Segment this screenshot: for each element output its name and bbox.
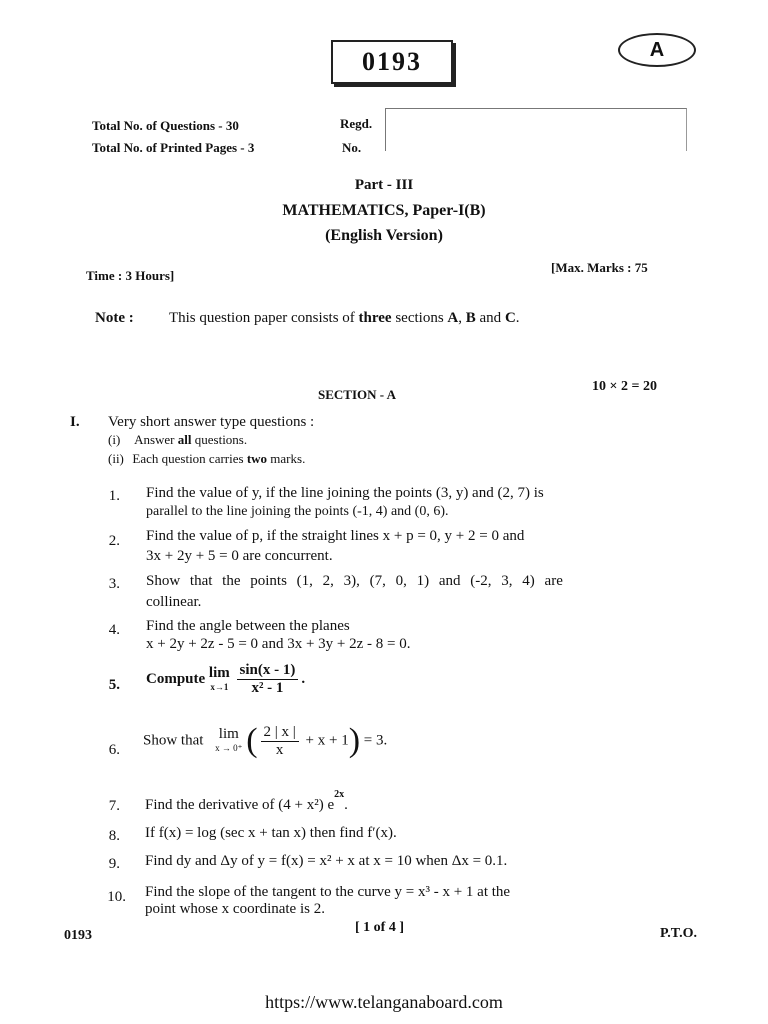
left-parenthesis: ( bbox=[246, 722, 258, 759]
instruction-roman: I. bbox=[70, 414, 80, 430]
regd-label: Regd. bbox=[340, 116, 373, 131]
question-6 bbox=[143, 722, 387, 760]
fraction-denominator: x² - 1 bbox=[251, 680, 284, 696]
question-number: 9. bbox=[108, 856, 120, 872]
question-number: 6. bbox=[108, 742, 120, 758]
question-5-text: Compute bbox=[146, 671, 206, 687]
question-7 bbox=[145, 789, 348, 814]
instruction-i-num: (i) bbox=[108, 432, 121, 447]
version-title: (English Version) bbox=[325, 227, 443, 244]
fraction bbox=[237, 662, 299, 697]
question-8: If f(x) = log (sec x + tan x) then find f′(x). bbox=[145, 825, 397, 841]
regd-number-box bbox=[385, 108, 687, 151]
limit-subscript: x→1 bbox=[210, 681, 229, 692]
instruction-ii bbox=[108, 451, 305, 467]
note-section-c: C bbox=[504, 310, 516, 326]
exponent: 2x bbox=[334, 789, 345, 800]
note-period: . bbox=[515, 310, 520, 326]
instruction-i-bold: all bbox=[177, 432, 192, 447]
instruction-ii-num: (ii) bbox=[108, 451, 124, 466]
fraction-numerator: 2 | x | bbox=[261, 724, 299, 742]
time-label: Time : 3 Hours] bbox=[86, 268, 175, 283]
total-pages: Total No. of Printed Pages - 3 bbox=[92, 140, 255, 155]
question-9: Find dy and Δy of y = f(x) = x² + x at x = 10 when Δx = 0.1. bbox=[145, 853, 508, 869]
paper-code: 0193 bbox=[362, 47, 422, 76]
series-oval bbox=[618, 33, 696, 67]
subject-title: MATHEMATICS, Paper-I(B) bbox=[282, 202, 486, 219]
instruction-i-text-a: Answer bbox=[134, 432, 175, 447]
question-6-text: Show that bbox=[143, 732, 204, 749]
total-questions: Total No. of Questions - 30 bbox=[92, 118, 239, 133]
limit-subscript: x → 0⁺ bbox=[215, 743, 243, 753]
instruction-heading: Very short answer type questions : bbox=[108, 414, 315, 430]
question-10-line-2: point whose x coordinate is 2. bbox=[145, 901, 325, 917]
question-3-line-2: collinear. bbox=[146, 594, 202, 610]
question-4-line-1: Find the angle between the planes bbox=[146, 618, 350, 634]
instruction-i bbox=[108, 432, 247, 448]
limit-operator bbox=[209, 666, 230, 694]
question-number: 1. bbox=[108, 488, 120, 504]
question-2-line-2: 3x + 2y + 5 = 0 are concurrent. bbox=[146, 548, 333, 564]
question-4-line-2: x + 2y + 2z - 5 = 0 and 3x + 3y + 2z - 8 = 0. bbox=[146, 636, 411, 652]
limit-label: lim bbox=[208, 664, 230, 681]
question-3-line-1: Show that the points (1, 2, 3), (7, 0, 1) and (-2, 3, 4) are bbox=[146, 573, 563, 589]
question-6-rest: + x + 1 bbox=[305, 732, 349, 749]
question-7-end: . bbox=[344, 797, 348, 813]
note-text-a: This question paper consists of bbox=[168, 310, 355, 326]
section-title: SECTION - A bbox=[318, 387, 397, 402]
question-number: 3. bbox=[108, 576, 120, 592]
limit-label: lim bbox=[218, 726, 239, 742]
paper-code-box bbox=[331, 40, 453, 84]
fraction-numerator: sin(x - 1) bbox=[237, 662, 299, 680]
fraction bbox=[261, 724, 299, 759]
question-1-line-1: Find the value of y, if the line joining the points (3, y) and (2, 7) is bbox=[146, 485, 544, 501]
note-section-a: A bbox=[447, 310, 459, 326]
question-5-end: . bbox=[301, 671, 306, 687]
question-10-line-1: Find the slope of the tangent to the curve y = x³ - x + 1 at the bbox=[145, 884, 511, 900]
source-url: https://www.telanganaboard.com bbox=[265, 992, 503, 1012]
question-number: 4. bbox=[108, 622, 120, 638]
instruction-i-text-b: questions. bbox=[194, 432, 248, 447]
footer-pto: P.T.O. bbox=[660, 926, 697, 941]
right-parenthesis: ) bbox=[348, 722, 361, 759]
question-6-end: = 3. bbox=[363, 732, 388, 749]
part-title: Part - III bbox=[354, 177, 414, 193]
fraction-denominator: x bbox=[275, 741, 284, 758]
question-2-line-1: Find the value of p, if the straight lines x + p = 0, y + 2 = 0 and bbox=[146, 528, 525, 544]
question-number: 10. bbox=[107, 889, 126, 905]
note-label: Note : bbox=[95, 310, 134, 326]
max-marks-label: [Max. Marks : 75 bbox=[551, 260, 648, 275]
question-1-line-2: parallel to the line joining the points (-1, 4) and (0, 6). bbox=[146, 504, 449, 519]
question-7-text: Find the derivative of (4 + x²) e bbox=[145, 797, 335, 813]
question-number: 7. bbox=[108, 798, 120, 814]
instruction-ii-bold: two bbox=[246, 451, 268, 466]
note-text-b: sections bbox=[395, 310, 444, 326]
no-label: No. bbox=[342, 140, 362, 155]
note-and: and bbox=[479, 310, 502, 326]
question-number: 2. bbox=[108, 533, 120, 549]
question-5 bbox=[146, 662, 305, 697]
instruction-ii-text-b: marks. bbox=[270, 451, 306, 466]
note: Note : This question paper consists of three sections A, B and C. bbox=[95, 310, 520, 326]
limit-operator bbox=[215, 727, 242, 755]
section-marks: 10 × 2 = 20 bbox=[592, 379, 657, 394]
footer-code: 0193 bbox=[64, 928, 92, 943]
question-number: 5. bbox=[108, 677, 120, 693]
question-number: 8. bbox=[108, 828, 120, 844]
instruction-ii-text-a: Each question carries bbox=[132, 451, 244, 466]
note-section-b: B bbox=[465, 310, 476, 326]
series-letter: A bbox=[649, 38, 665, 61]
note-three: three bbox=[358, 310, 392, 326]
footer-page: [ 1 of 4 ] bbox=[355, 920, 404, 935]
